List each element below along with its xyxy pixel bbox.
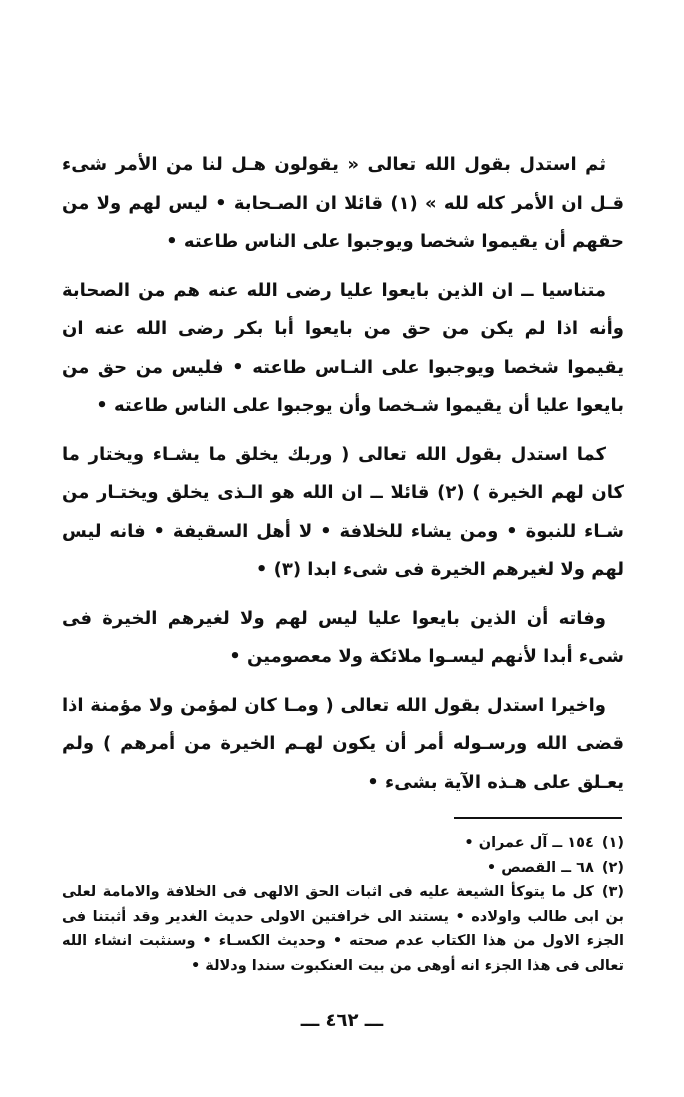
footnote-text: كل ما يتوكأ الشيعة عليه فى اثبات الحق الالهى فى الخلافة والامامة لعلى بن ابى طالب واولاده • يستند الى خرافتين الاولى حديث الغدير وقد أثبتنا فى الجزء الاول من هذا الكتاب عدم صحته • وحديث الكسـاء • وسنثبت انشاء الله تعالى فى هذا الجزء انه أوهى من بيت العنكبوت سندا ودلالة •	[62, 884, 624, 974]
paragraph-2: متناسيا ــ ان الذين بايعوا عليا رضى الله عنه هم من الصحابة وأنه اذا لم يكن من حق من بايعوا أبا بكر رضى الله عنه ان يقيموا شخصا ويوجبوا على النـاس طاعته • فليس من حق من بايعوا عليا أن يقيموا شـخصا وأن يوجبوا على الناس طاعته •	[62, 279, 624, 416]
footnote-mark: (٢)	[601, 859, 624, 876]
footnotes	[62, 831, 624, 978]
footnote-text: ٦٨ ــ القصص •	[486, 859, 594, 876]
footnote-1	[62, 831, 624, 856]
footnote-mark: (٣)	[601, 884, 624, 900]
paragraph-4: وفاته أن الذين بايعوا عليا ليس لهم ولا لغيرهم الخيرة فى شىء أبدا لأنهم ليسـوا ملائكة ولا معصومين •	[62, 607, 624, 667]
footnote-3	[62, 880, 624, 978]
footnote-2	[62, 856, 624, 881]
main-text	[62, 146, 624, 812]
page-number: ـــ ٤٦٢ ـــ	[300, 1010, 384, 1031]
paragraph-5: واخيرا استدل بقول الله تعالى ( ومـا كان لمؤمن ولا مؤمنة اذا قضى الله ورسـوله أمر أن يكون لهـم الخيرة من أمرهم ) ولم يعـلق على هـذه الآية بشىء •	[62, 694, 624, 793]
footnote-mark: (١)	[601, 835, 624, 851]
paragraph-1: ثم استدل بقول الله تعالى « يقولون هـل لنا من الأمر شىء قـل ان الأمر كله لله » (١) قائلا ان الصـحابة • ليس لهم ولا من حقهم أن يقيموا شخصا ويوجبوا على الناس طاعته •	[62, 154, 624, 252]
paragraph-3: كما استدل بقول الله تعالى ( وربك يخلق ما يشـاء ويختار ما كان لهم الخيرة ) (٢) قائلا ــ ان الله هو الـذى يخلق ويختـار من شـاء للنبوة • ومن يشاء للخلافة • لا أهل السقيفة • فانه ليس لهم ولا لغيرهم الخيرة فى شىء ابدا (٣) •	[62, 443, 624, 580]
footnote-text: ١٥٤ ــ آل عمران •	[464, 835, 594, 851]
footnote-divider	[454, 817, 622, 819]
